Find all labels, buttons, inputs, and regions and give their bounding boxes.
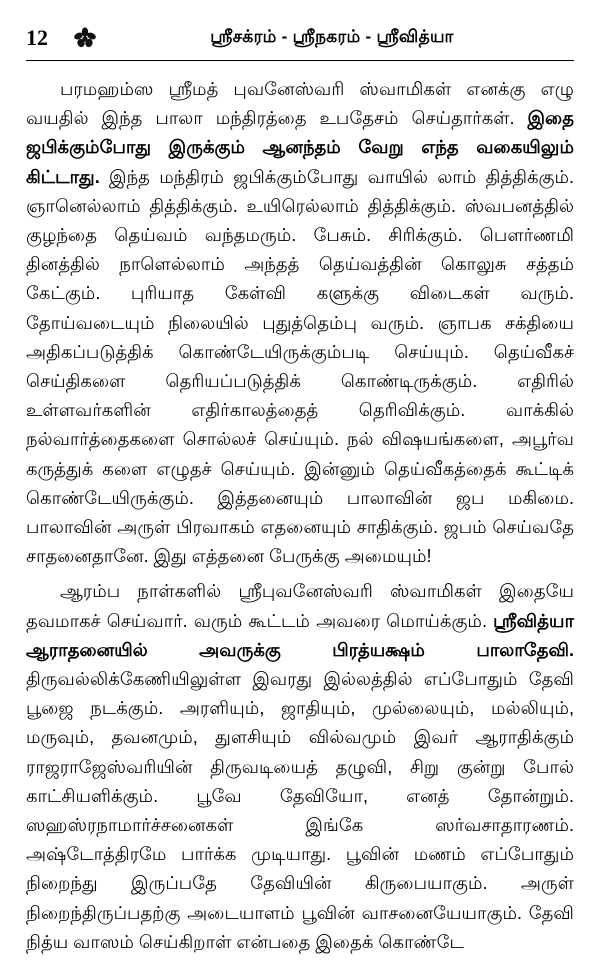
paragraph-1-segment-1: பரமஹம்ஸ ஸ்ரீமத் புவனேஸ்வரி ஸ்வாமிகள் எனக்கு எழு வயதில் இந்த பாலா மந்திரத்தை உபதேசம் செய்தார்கள். xyxy=(26,79,574,129)
paragraph-1-segment-bold: இதை ஜபிக்கும்போது இருக்கும் ஆனந்தம் வேறு எந்த வகையிலும் கிட்டாது. xyxy=(26,108,574,187)
page-number: 12 xyxy=(26,25,48,50)
header-divider xyxy=(26,60,574,61)
page-bottom-clip xyxy=(0,959,600,965)
page-body xyxy=(26,75,574,957)
floral-ornament-icon xyxy=(70,25,100,51)
paragraph-2-segment-1: ஆரம்ப நாள்களில் ஸ்ரீபுவனேஸ்வரி ஸ்வாமிகள் இதையே தவமாகச் செய்வார். வரும் கூட்டம் அவரை மொய்க்கும். xyxy=(26,581,574,631)
paragraph-2-segment-3: திருவல்லிக்கேணியிலுள்ள இவரது இல்லத்தில் எப்போதும் தேவி பூஜை நடக்கும். அரளியும், ஜாதியும், முல்லையும், மல்லியும், மருவும், தவனமும், துளசியும் வில்வமும் இவர் ஆராதிக்கும் ராஜராஜேஸ்வரியின் திருவடியைத் தழுவி, சிறு குன்று போல் காட்சியளிக்கும். பூவே தேவியோ, எனத் தோன்றும். ஸஹஸ்ரநாமார்ச்சனைகள் இங்கே ஸர்வசாதாரணம். அஷ்டோத்திரமே பார்க்க முடியாது. பூவின் மணம் எப்போதும் நிறைந்து இருப்பதே தேவியின் கிருபையாகும். அருள் நிறைந்திருப்பதற்கு அடையாளம் பூவின் வாசனையேயாகும். தேவி நித்ய வாஸம் செய்கிறாள் என்பதை இதைக் கொண்டே xyxy=(26,669,574,952)
paragraph-2 xyxy=(26,577,574,957)
paragraph-1-segment-3: இந்த மந்திரம் ஜபிக்கும்போது வாயில் லாம் தித்திக்கும். ஞானெல்லாம் தித்திக்கும். உயிரெல்லாம் தித்திக்கும். ஸ்வபனத்தில் குழந்தை தெய்வம் வந்தமரும். பேசும். சிரிக்கும். பௌர்ணமி தினத்தில் நாளெல்லாம் அந்தத் தெய்வத்தின் கொலுசு சத்தம் கேட்கும். புரியாத கேள்வி களுக்கு விடைகள் வரும். தோய்வடையும் நிலையில் புதுத்தெம்பு வரும். ஞாபக சக்தியை அதிகப்படுத்திக் கொண்டேயிருக்கும்படி செய்யும். தெய்வீகச் செய்திகளை தெரியப்படுத்திக் கொண்டிருக்கும். எதிரில் உள்ளவர்களின் எதிர்காலத்தைத் தெரிவிக்கும். வாக்கில் நல்வார்த்தைகளை சொல்லச் செய்யும். நல் விஷயங்களை, அபூர்வ கருத்துக் களை எழுதச் செய்யும். இன்னும் தெய்வீகத்தைக் கூட்டிக் கொண்டேயிருக்கும். இத்தனையும் பாலாவின் ஜப மகிமை. பாலாவின் அருள் பிரவாகம் எதனையும் சாதிக்கும். ஜபம் செய்வதே சாதனைதானே. இது எத்தனை பேருக்கு அமையும்! xyxy=(26,166,575,567)
page-header xyxy=(26,18,574,58)
paragraph-2-segment-bold: ஸ்ரீவித்யா ஆராதனையில் அவருக்கு பிரத்யக்ஷம் பாலாதேவி. xyxy=(26,610,574,660)
paragraph-1 xyxy=(26,75,574,571)
page-title: ஸ்ரீசக்ரம் - ஸ்ரீநகரம் - ஸ்ரீவித்யா xyxy=(210,27,454,46)
